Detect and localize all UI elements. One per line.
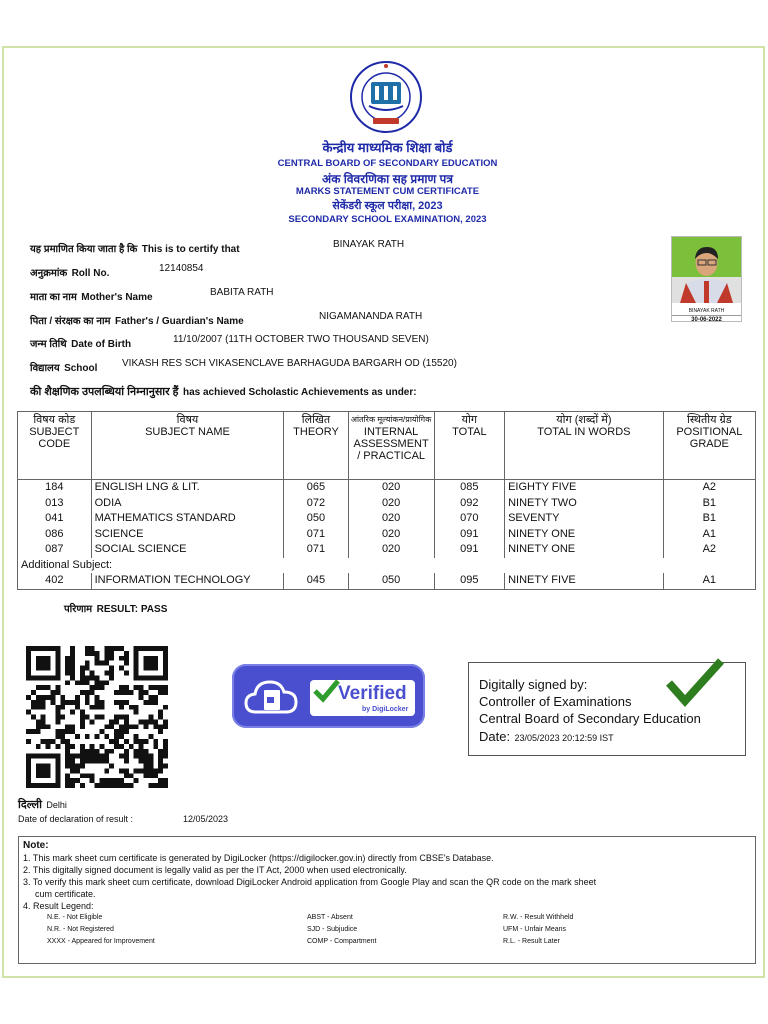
roll-label: अनुक्रमांक Roll No. [30,268,110,279]
table-row: 041 MATHEMATICS STANDARD 050 020 070 SEVENTY B1 [18,511,756,527]
col-theory: लिखित THEORY [284,412,348,480]
note-item: 3. To verify this mark sheet cum certificate, download DigiLocker Android application from Google Play and scan the QR code on the mark sheet [23,877,597,887]
marks-table [17,411,756,590]
cloud-document-icon [244,672,300,720]
photo-caption-name: BINAYAK RATH [688,308,725,314]
date-of-birth: 11/10/2007 (11TH OCTOBER TWO THOUSAND SEVEN) [173,334,429,345]
digital-signature-box [468,662,746,756]
table-row: 184 ENGLISH LNG & LIT. 065 020 085 EIGHTY FIVE A2 [18,480,756,496]
legend-item: COMP - Compartment [307,938,377,945]
cert-title-hindi: अंक विवरणिका सह प्रमाण पत्र [322,172,453,186]
legend-item: R.L. - Result Later [503,938,560,945]
result-line: परिणाम RESULT: PASS [64,604,168,615]
table-row: 086 SCIENCE 071 020 091 NINETY ONE A1 [18,527,756,543]
board-name-english: CENTRAL BOARD OF SECONDARY EDUCATION [277,158,498,169]
table-row: 402 INFORMATION TECHNOLOGY 045 050 095 NINETY FIVE A1 [18,573,756,589]
board-name-hindi: केन्द्रीय माध्यमिक शिक्षा बोर्ड [322,140,453,155]
note-item: 1. This mark sheet cum certificate is generated by DigiLocker (https://digilocker.gov.in) directly from CBSE's Database. [23,853,494,863]
school-label: विद्यालय School [30,363,98,374]
qr-code[interactable] [26,646,168,788]
note-item: 2. This digitally signed document is legally valid as per the IT Act, 2000 when used electronically. [23,865,407,875]
declaration-date: 12/05/2023 [183,814,229,824]
signed-by-label: Digitally signed by: [479,677,588,692]
col-subject-name: विषय SUBJECT NAME [91,412,284,480]
notes-box [18,836,756,964]
student-photo [671,236,742,322]
cbse-logo [349,60,423,134]
col-total: योग TOTAL [434,412,504,480]
mother-label: माता का नाम Mother's Name [30,292,153,303]
student-photo-image [672,237,741,303]
col-total-words: योग (शब्दों में) TOTAL IN WORDS [505,412,664,480]
photo-caption-date: 30-06-2022 [672,315,741,324]
note-item: 4. Result Legend: [23,901,94,911]
col-subject-code: विषय कोड SUBJECT CODE [18,412,92,480]
legend-item: R.W. - Result Withheld [503,914,574,921]
student-name: BINAYAK RATH [333,239,405,250]
exam-name-hindi: सेकेंडरी स्कूल परीक्षा, 2023 [332,200,443,212]
checkmark-icon [312,678,340,704]
father-name: NIGAMANANDA RATH [319,311,423,322]
certify-line: यह प्रमाणित किया जाता है कि This is to certify that [30,244,240,255]
signer-organization: Central Board of Secondary Education [479,711,701,726]
legend-item: N.R. - Not Registered [47,926,114,933]
signature-date: Date: 23/05/2023 20:12:59 IST [479,729,614,744]
note-item: cum certificate. [35,889,96,899]
declaration-label: Date of declaration of result : [18,814,134,824]
by-digilocker-text: by DigiLocker [362,706,409,713]
school-name: VIKASH RES SCH VIKASENCLAVE BARHAGUDA BARGARH OD (15520) [122,358,457,369]
place: दिल्ली Delhi [18,799,67,811]
col-internal: आंतरिक मूल्यांकन/प्रायोगिक INTERNAL ASSESSMENT / PRACTICAL [348,412,434,480]
father-label: पिता / संरक्षक का नाम Father's / Guardian's Name [30,316,244,327]
legend-item: SJD - Subjudice [307,926,358,933]
dob-label: जन्म तिथि Date of Birth [30,339,132,350]
table-row: 087 SOCIAL SCIENCE 071 020 091 NINETY ONE A2 [18,542,756,558]
mother-name: BABITA RATH [210,287,274,298]
table-row: 013 ODIA 072 020 092 NINETY TWO B1 [18,496,756,512]
legend-item: ABST - Absent [307,914,353,921]
col-grade: स्थितीय ग्रेड POSITIONAL GRADE [663,412,755,480]
verified-by-digilocker-badge [232,664,425,728]
roll-number: 12140854 [159,263,204,274]
signature-check-icon [665,657,725,707]
legend-item: UFM - Unfair Means [503,926,567,933]
table-header-row [18,412,756,480]
achievement-line: की शैक्षणिक उपलब्धियां निम्नानुसार हैं has achieved Scholastic Achievements as under: [30,386,417,398]
notes-title: Note: [23,840,49,851]
signer-title: Controller of Examinations [479,694,632,709]
exam-name-english: SECONDARY SCHOOL EXAMINATION, 2023 [288,214,487,225]
legend-item: N.E. - Not Eligible [47,914,103,921]
verified-text: Verified [338,683,407,704]
cert-title-english: MARKS STATEMENT CUM CERTIFICATE [295,186,480,197]
legend-item: XXXX - Appeared for Improvement [47,938,155,945]
additional-subject-row: Additional Subject: [18,558,756,574]
